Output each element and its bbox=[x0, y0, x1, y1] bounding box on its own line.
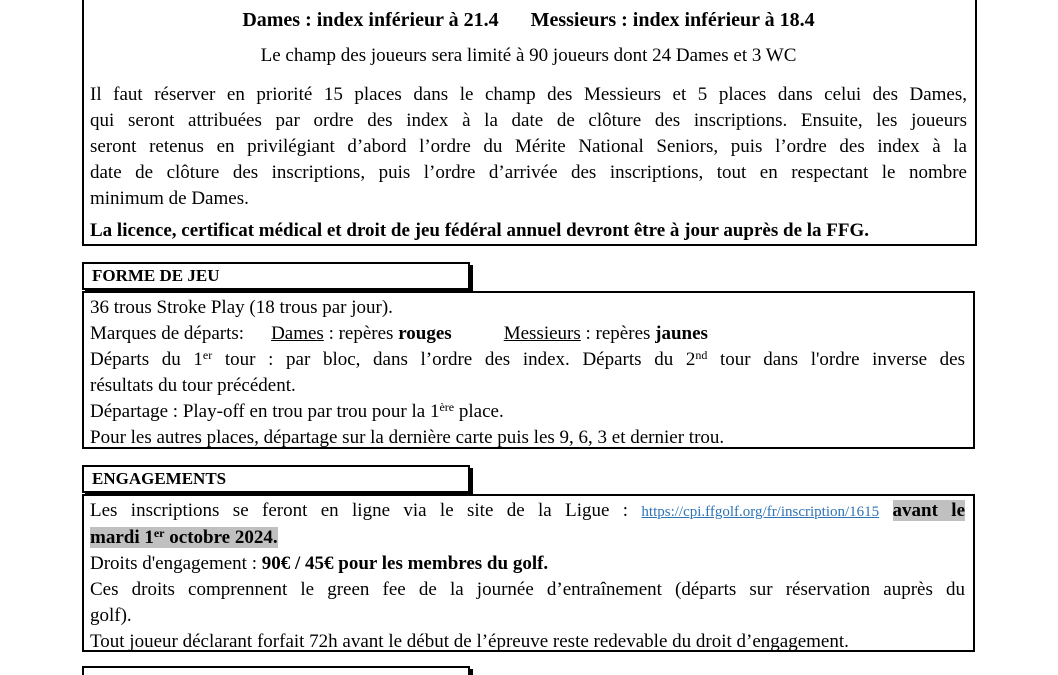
departs-wrap-line: résultats du tour précédent. bbox=[90, 375, 296, 396]
section-title: ENGAGEMENTS bbox=[92, 469, 227, 488]
marques-messieurs-mid: : repères bbox=[580, 323, 656, 344]
inscription-link[interactable]: https://cpi.ffgolf.org/fr/inscription/1615 bbox=[641, 504, 880, 520]
green-fee-wrap-line: golf). bbox=[90, 605, 132, 626]
departage-run: place. bbox=[454, 401, 504, 422]
section-header-engagements bbox=[82, 465, 470, 493]
droits-amount: 90€ / 45€ pour les membres du golf. bbox=[261, 553, 549, 574]
departs-run: tour : par bloc, dans l’ordre des index. Départs du 2 bbox=[212, 349, 696, 370]
marques-messieurs-value: jaunes bbox=[655, 323, 708, 344]
deadline-run: mardi 1 bbox=[90, 527, 154, 548]
index-limit-messieurs: Messieurs : index inférieur à 18.4 bbox=[530, 9, 815, 31]
departs-run: Départs du 1 bbox=[90, 349, 203, 370]
autres-places-line: Pour les autres places, départage sur la dernière carte puis les 9, 6, 3 et dernier trou. bbox=[90, 427, 725, 448]
inscriptions-line bbox=[90, 498, 965, 525]
priority-paragraph-line: date de clôture des inscriptions, puis l’ordre d’arrivée des inscriptions, tout en respectant le nombre bbox=[90, 162, 967, 183]
eligibility-box bbox=[82, 0, 977, 246]
section-title: FORME DE JEU bbox=[92, 266, 220, 285]
section-header-forme-de-jeu bbox=[82, 262, 470, 290]
priority-paragraph bbox=[90, 82, 967, 212]
licence-requirement-line: La licence, certificat médical et droit de jeu fédéral annuel devront être à jour auprès de la FFG. bbox=[90, 220, 870, 241]
section-header-next-partial bbox=[82, 666, 470, 675]
marques-prefix: Marques de départs: bbox=[90, 323, 245, 344]
departs-run: tour dans l'ordre inverse des bbox=[707, 349, 965, 370]
departs-superscript: er bbox=[202, 348, 213, 362]
marques-dames-value: rouges bbox=[398, 323, 452, 344]
priority-paragraph-line: Il faut réserver en priorité 15 places dans le champ des Messieurs et 5 places dans celui des Dames, bbox=[90, 84, 967, 105]
stroke-play-line: 36 trous Stroke Play (18 trous par jour). bbox=[90, 297, 393, 318]
index-limit-dames: Dames : index inférieur à 21.4 bbox=[242, 9, 499, 31]
departage-line bbox=[90, 399, 965, 425]
departs-superscript: nd bbox=[695, 348, 708, 362]
forme-de-jeu-box bbox=[82, 291, 975, 449]
field-limit-line: Le champ des joueurs sera limité à 90 joueurs dont 24 Dames et 3 WC bbox=[260, 45, 797, 66]
priority-paragraph-line: seront retenus en privilégiant d’abord l’ordre du Mérite National Seniors, puis l’ordre des index à la bbox=[90, 136, 967, 157]
deadline-run: octobre 2024. bbox=[164, 527, 278, 548]
departs-line bbox=[90, 347, 965, 373]
departage-run: Départage : Play-off en trou par trou pour la 1 bbox=[90, 401, 440, 422]
deadline-highlight-part2 bbox=[90, 527, 278, 548]
engagements-box bbox=[82, 494, 975, 652]
deadline-line bbox=[90, 525, 965, 551]
marques-dames-label: Dames bbox=[271, 323, 324, 344]
droits-line bbox=[90, 551, 965, 577]
marques-line bbox=[90, 321, 965, 347]
marques-dames-mid: : repères bbox=[323, 323, 399, 344]
green-fee-line: Ces droits comprennent le green fee de la journée d’entraînement (départs sur réservation auprès du bbox=[90, 579, 965, 600]
deadline-superscript: er bbox=[153, 526, 165, 540]
deadline-highlight-part1: avant le bbox=[892, 500, 966, 521]
priority-paragraph-line: qui seront attribuées par ordre des index à la date de clôture des inscriptions. Ensuite, les joueurs bbox=[90, 110, 967, 131]
inscriptions-prefix: Les inscriptions se feront en ligne via le site de la Ligue : bbox=[90, 500, 642, 521]
marques-messieurs-label: Messieurs bbox=[503, 323, 581, 344]
droits-prefix: Droits d'engagement : bbox=[90, 553, 262, 574]
departage-superscript: ère bbox=[439, 400, 455, 414]
priority-paragraph-line: minimum de Dames. bbox=[90, 188, 249, 209]
forfait-line: Tout joueur déclarant forfait 72h avant le début de l’épreuve reste redevable du droit d’engagement. bbox=[90, 631, 849, 652]
index-limits-line bbox=[90, 8, 967, 32]
